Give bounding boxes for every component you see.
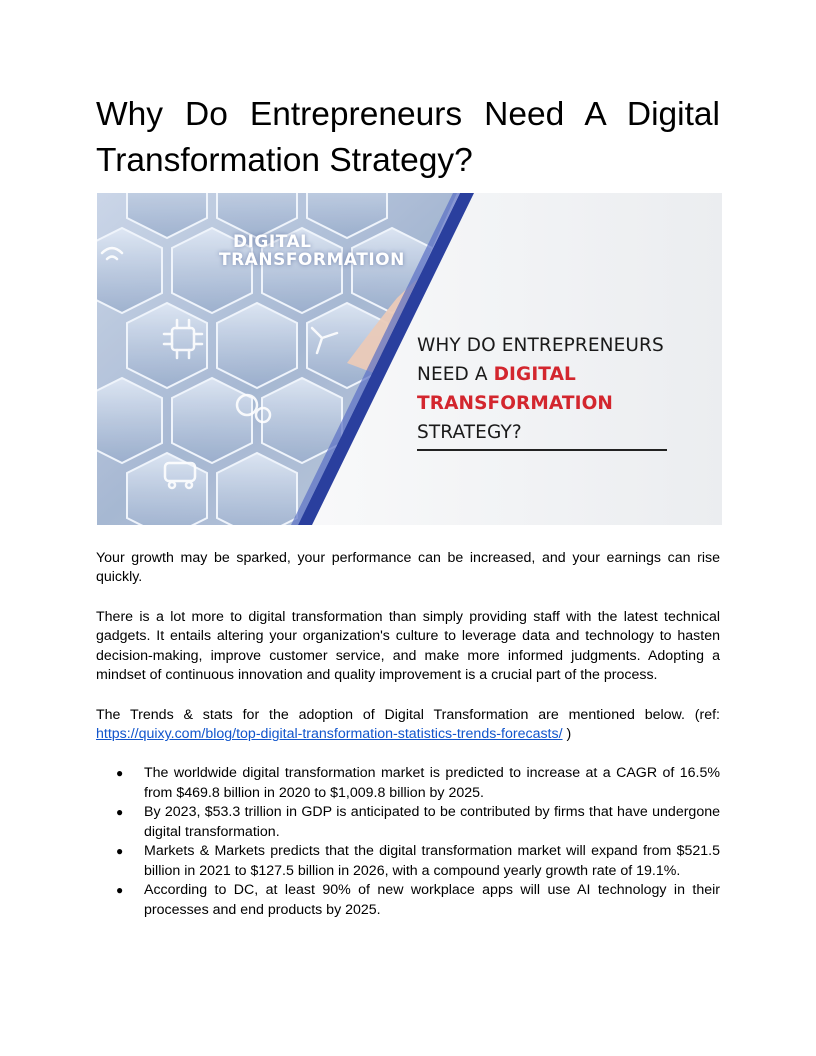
hero-line-2: NEED A DIGITAL	[417, 364, 576, 385]
stats-list	[96, 764, 720, 920]
list-item: ● By 2023, $53.3 trillion in GDP is anticipated to be contributed by firms that have undergone digital transformation.	[116, 804, 720, 840]
list-item: ● According to DC, at least 90% of new workplace apps will use AI technology in their processes and end products by 2025.	[116, 882, 720, 918]
list-item: ● The worldwide digital transformation market is predicted to increase at a CAGR of 16.5% from $469.8 billion in 2020 to $1,009.8 billion by 2025.	[116, 765, 720, 801]
bullet-icon: ●	[116, 844, 124, 858]
hero-line-4: STRATEGY?	[417, 422, 522, 443]
bullet-icon: ●	[116, 766, 124, 780]
hero-highlight-transformation: TRANSFORMATION	[417, 393, 614, 414]
reference-paragraph: The Trends & stats for the adoption of Digital Transformation are mentioned below. (ref: https://quixy.com/blog/top-digital-transformation-statistics-trends-forecasts/ )	[96, 707, 720, 743]
hero-highlight-digital: DIGITAL	[493, 364, 576, 385]
hero-line-1: WHY DO ENTREPRENEURS	[417, 335, 664, 356]
intro-paragraph: Your growth may be sparked, your performance can be increased, and your earnings can rise quickly.	[96, 550, 720, 586]
bullet-icon: ●	[116, 883, 124, 897]
page-title: Why Do Entrepreneurs Need A Digital Transformation Strategy?	[96, 96, 720, 179]
reference-link[interactable]: https://quixy.com/blog/top-digital-transformation-statistics-trends-forecasts/	[96, 726, 563, 743]
hex-digital-label: DIGITAL TRANSFORMATION	[219, 232, 405, 270]
list-item: ● Markets & Markets predicts that the digital transformation market will expand from $521.5 billion in 2021 to $127.5 billion in 2026, with a compound yearly growth rate of 19.1%.	[116, 843, 720, 879]
hero-underline	[417, 449, 667, 451]
body-paragraph: There is a lot more to digital transformation than simply providing staff with the latest technical gadgets. It entails altering your organization's culture to leverage data and technology to hasten decision-making, improve customer service, and make more informed judgments. Adopting a mindset of continuous innovation and quality improvement is a crucial part of the process.	[96, 609, 720, 683]
hero-image	[97, 193, 722, 525]
bullet-icon: ●	[116, 805, 124, 819]
hero-headline	[417, 331, 717, 447]
